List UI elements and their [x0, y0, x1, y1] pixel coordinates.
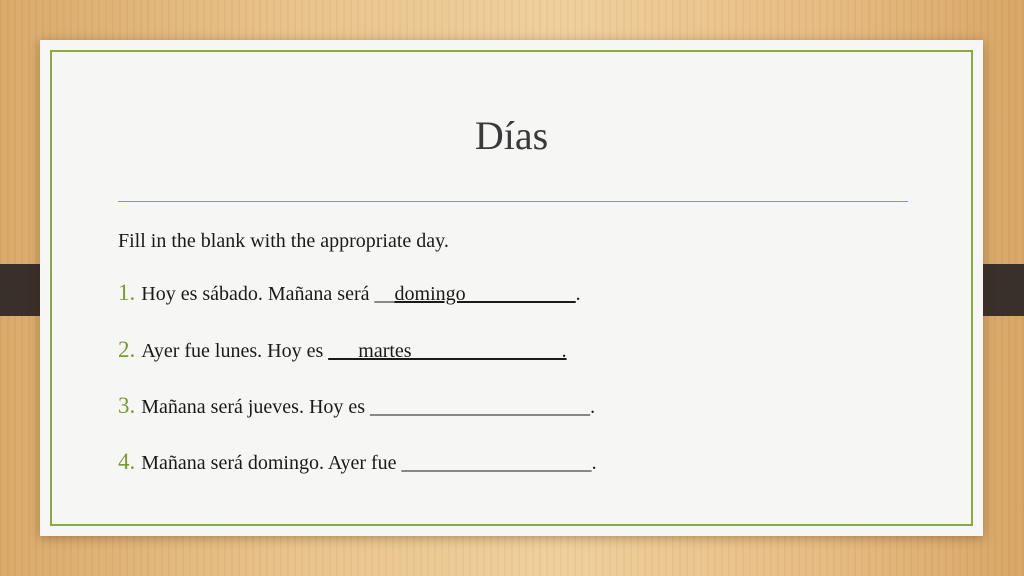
item-end: . — [591, 452, 597, 474]
item-prompt: Mañana será domingo. Ayer fue ___________________ — [141, 452, 592, 474]
item-prompt: Mañana será jueves. Hoy es ______________________ — [141, 396, 591, 418]
item-answer: domingo___________ — [394, 283, 576, 305]
exercise-item-1 — [118, 280, 581, 306]
item-number: 1. — [118, 280, 136, 305]
item-prompt: Hoy es sábado. Mañana será __ — [141, 283, 395, 305]
slide-card — [40, 40, 983, 536]
item-end: . — [590, 396, 596, 418]
exercise-item-4 — [118, 449, 597, 475]
slide-title: Días — [474, 113, 549, 158]
exercise-item-2 — [118, 337, 567, 363]
item-answer: ___martes_______________. — [328, 340, 567, 362]
item-end: . — [575, 283, 581, 305]
item-prompt: Ayer fue lunes. Hoy es — [141, 340, 329, 362]
exercise-item-3 — [118, 393, 595, 419]
instructions: Fill in the blank with the appropriate day. — [118, 230, 449, 252]
item-number: 4. — [118, 449, 136, 474]
item-number: 3. — [118, 393, 136, 418]
title-divider — [118, 201, 908, 202]
item-number: 2. — [118, 337, 136, 362]
